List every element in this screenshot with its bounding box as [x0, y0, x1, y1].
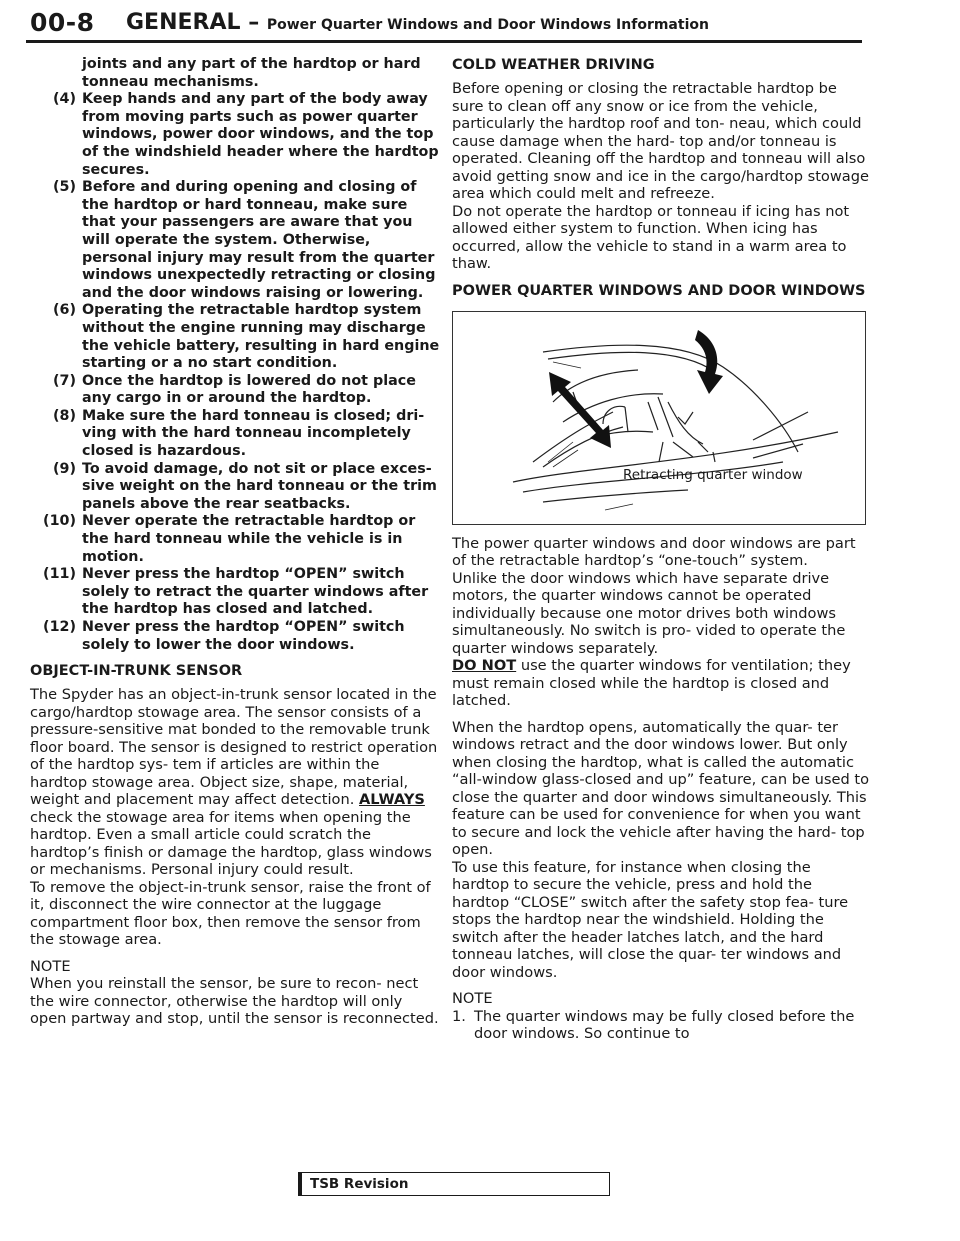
power-paragraph-2: Unlike the door windows which have separate drive motors, the quarter windows cannot be operated individually because one motor drives both windows simultaneously. No switch is pro- vided to operate the quarter windows separately. [452, 569, 846, 657]
right-note-label: NOTE [452, 990, 493, 1007]
power-paragraph-3: When the hardtop opens, automatically the quar- ter windows retract and the door windows lower. But only when closing the hardtop, what is called the automatic “all-window glass-closed and up” feature, can be used to close the quarter and door windows simultaneously. This feature can be used for convenience for when you want to secure and lock the vehicle after having the hard- top open. [452, 718, 870, 858]
item-number: (6) [52, 302, 76, 319]
do-not-emphasis: DO NOT [452, 657, 517, 674]
item-text: Never press the hardtop “OPEN” switch solely to lower the door windows. [82, 619, 405, 653]
note-item-text: The quarter windows may be fully closed before the door windows. So continue to [474, 1007, 855, 1042]
section-subtitle: Power Quarter Windows and Door Windows Information [266, 17, 709, 33]
warning-item [30, 302, 440, 372]
item-text: Keep hands and any part of the body away from moving parts such as power quarter windows, power door windows, and the top of the windshield header where the hardtop secures. [82, 91, 439, 178]
warning-item [30, 513, 440, 566]
item-number: (5) [52, 179, 76, 196]
always-emphasis: ALWAYS [359, 791, 425, 809]
sensor-heading: OBJECT-IN-TRUNK SENSOR [30, 663, 243, 680]
page-number: 00-8 [30, 8, 95, 37]
power-windows-heading: POWER QUARTER WINDOWS AND DOOR WINDOWS [452, 282, 866, 299]
item-number: (4) [52, 91, 76, 108]
page-header [26, 8, 862, 43]
item-text: Make sure the hard tonneau is closed; dri- ving with the hard tonneau incompletely closed is hazardous. [82, 407, 425, 460]
warning-continuation: joints and any part of the hardtop or hard tonneau mechanisms. [82, 56, 421, 90]
power-paragraph-4: To use this feature, for instance when closing the hardtop to secure the vehicle, press and hold the hardtop “CLOSE” switch after the safety stop fea- ture stops the hardtop near the windshield. Holding the switch after the header latches latch, and the hard tonneau latches, will close the quar- ter windows and door windows. [452, 858, 849, 981]
item-number: (11) [43, 566, 76, 583]
section-title: GENERAL [126, 10, 241, 35]
item-number: (8) [52, 407, 76, 424]
note-text: When you reinstall the sensor, be sure to recon- nect the wire connector, otherwise the hardtop will only open partway and stop, until the sensor is reconnected. [30, 975, 439, 1028]
hardtop-illustration [453, 312, 865, 524]
warning-item [30, 373, 440, 408]
cold-weather-heading: COLD WEATHER DRIVING [452, 57, 655, 73]
warning-item [30, 408, 440, 461]
item-number: (12) [43, 619, 76, 635]
cold-weather-paragraph-1: Before opening or closing the retractable hardtop be sure to clean off any snow or ice from the vehicle, particularly the hardtop roof and ton- neau, which could cause damage when the hard- top and/or tonneau is operated. Cleaning off the hardtop and tonneau will also avoid getting snow and ice in the cargo/hardtop stowage area which could melt and refreeze. [452, 80, 869, 202]
warning-item [30, 619, 440, 654]
figure-caption: Retracting quarter window [623, 466, 803, 483]
warning-item [30, 179, 440, 302]
sensor-paragraph-1 [30, 686, 440, 879]
note-label: NOTE [30, 957, 71, 975]
cold-weather-paragraph-2: Do not operate the hardtop or tonneau if icing has not allowed either system to function. When icing has occurred, allow the vehicle to stand in a warm area to thaw. [452, 202, 850, 272]
tsb-revision-label: TSB Revision [310, 1176, 409, 1192]
item-number: (10) [43, 513, 76, 530]
item-text: Operating the retractable hardtop system without the engine running may discharge the vehicle battery, resulting in hard engine starting or a no start condition. [82, 302, 440, 372]
item-text: Before and during opening and closing of the hardtop or hard tonneau, make sure that your passengers are aware that you will operate the system. Otherwise, personal injury may result from the quarter windows unexpectedly retracting or closing and the door windows raising or lowering. [82, 179, 436, 301]
item-text: Never press the hardtop “OPEN” switch solely to retract the quarter windows after the hardtop has closed and latched. [82, 566, 429, 618]
warning-item [30, 461, 440, 514]
power-text-continued: use the quarter windows for ventilation; they must remain closed while the hardtop is closed and latched. [452, 657, 851, 709]
left-column [30, 56, 440, 1028]
sensor-text-continued: check the stowage area for items when opening the hardtop. Even a small article could scratch the hardtop’s finish or damage the hardtop, glass windows or mechanisms. Personal injury could result. [30, 808, 432, 879]
warning-item [30, 566, 440, 619]
item-number: (7) [52, 372, 76, 389]
quarter-window-figure [452, 311, 866, 525]
sensor-text: The Spyder has an object-in-trunk sensor located in the cargo/hardtop stowage area. The sensor consists of a pressure-sensitive mat bonded to the removable trunk floor board. The sensor is designed to restrict operation of the hardtop sys- tem if articles are within the hardtop stowage area. Object size, shape, material, weight and placement may affect detection. [30, 686, 438, 809]
note-item [452, 1008, 870, 1043]
power-paragraph-1: The power quarter windows and door windows are part of the retractable hardtop’s “one-touch” system. [452, 534, 856, 569]
note-number: 1. [452, 1007, 466, 1025]
right-column [452, 56, 870, 1043]
item-text: Once the hardtop is lowered do not place any cargo in or around the hardtop. [82, 372, 416, 407]
item-number: (9) [52, 460, 76, 477]
title-separator: – [248, 10, 260, 35]
power-paragraph-2b [452, 657, 870, 710]
warning-list [30, 56, 440, 654]
warning-item [30, 91, 440, 179]
page-title [126, 10, 709, 35]
right-note-list [452, 1008, 870, 1043]
sensor-paragraph-2: To remove the object-in-trunk sensor, raise the front of it, disconnect the wire connector at the luggage compartment floor box, then remove the sensor from the stowage area. [30, 878, 431, 949]
tsb-revision-box [298, 1172, 610, 1196]
item-text: Never operate the retractable hardtop or the hard tonneau while the vehicle is in motion. [82, 513, 416, 565]
item-text: To avoid damage, do not sit or place exces- sive weight on the hard tonneau or the trim panels above the rear seatbacks. [82, 460, 437, 512]
